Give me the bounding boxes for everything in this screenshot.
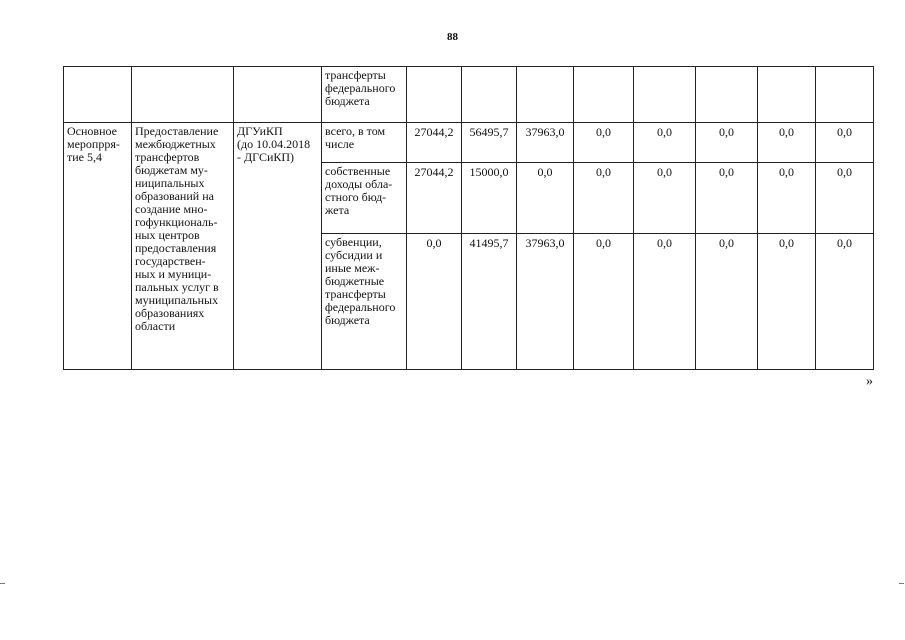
activity-description-cell: Предоставление межбюджетных трансфертов бюджетам му- ниципальных образований на создание мно- гофункциональ- ных центров предоставления государствен- ных и муници- пальных услуг в муниципальных образованиях области	[132, 123, 234, 370]
value-cell: 41495,7	[462, 234, 517, 370]
value-cell: 56495,7	[462, 123, 517, 163]
closing-quote-mark: »	[866, 374, 873, 389]
value-cell: 0,0	[517, 163, 574, 234]
page-number: 88	[447, 31, 458, 43]
funding-source-cell: всего, в том числе	[322, 123, 407, 163]
empty-cell	[132, 67, 234, 123]
value-cell: 0,0	[634, 163, 696, 234]
empty-cell	[462, 67, 517, 123]
empty-cell	[234, 67, 322, 123]
value-cell: 0,0	[634, 234, 696, 370]
funding-source-cell: трансферты федерального бюджета	[322, 67, 407, 123]
value-cell: 0,0	[696, 163, 758, 234]
value-cell: 0,0	[758, 123, 816, 163]
value-cell: 15000,0	[462, 163, 517, 234]
value-cell: 0,0	[758, 234, 816, 370]
activity-name-cell: Основное меропрря- тие 5,4	[64, 123, 132, 370]
value-cell: 0,0	[574, 123, 634, 163]
value-cell: 27044,2	[407, 163, 462, 234]
value-cell: 0,0	[816, 234, 874, 370]
value-cell: 0,0	[816, 123, 874, 163]
value-cell: 37963,0	[517, 234, 574, 370]
table-row-carryover	[64, 67, 874, 123]
value-cell: 27044,2	[407, 123, 462, 163]
value-cell: 0,0	[696, 123, 758, 163]
executor-cell: ДГУиКП (до 10.04.2018 - ДГСиКП)	[234, 123, 322, 370]
value-cell: 0,0	[696, 234, 758, 370]
value-cell: 0,0	[574, 163, 634, 234]
funding-source-cell: собственные доходы обла- стного бюд- жета	[322, 163, 407, 234]
empty-cell	[696, 67, 758, 123]
value-cell: 37963,0	[517, 123, 574, 163]
value-cell: 0,0	[816, 163, 874, 234]
value-cell: 0,0	[407, 234, 462, 370]
value-cell: 0,0	[574, 234, 634, 370]
value-cell: 0,0	[758, 163, 816, 234]
empty-cell	[634, 67, 696, 123]
empty-cell	[574, 67, 634, 123]
crop-mark-left	[0, 583, 5, 584]
funding-source-cell: субвенции, субсидии и иные меж- бюджетные трансферты федерального бюджета	[322, 234, 407, 370]
crop-mark-right	[899, 583, 904, 584]
budget-table	[63, 66, 874, 370]
value-cell: 0,0	[634, 123, 696, 163]
empty-cell	[64, 67, 132, 123]
empty-cell	[758, 67, 816, 123]
empty-cell	[517, 67, 574, 123]
table-row-total	[64, 123, 874, 163]
empty-cell	[407, 67, 462, 123]
empty-cell	[816, 67, 874, 123]
